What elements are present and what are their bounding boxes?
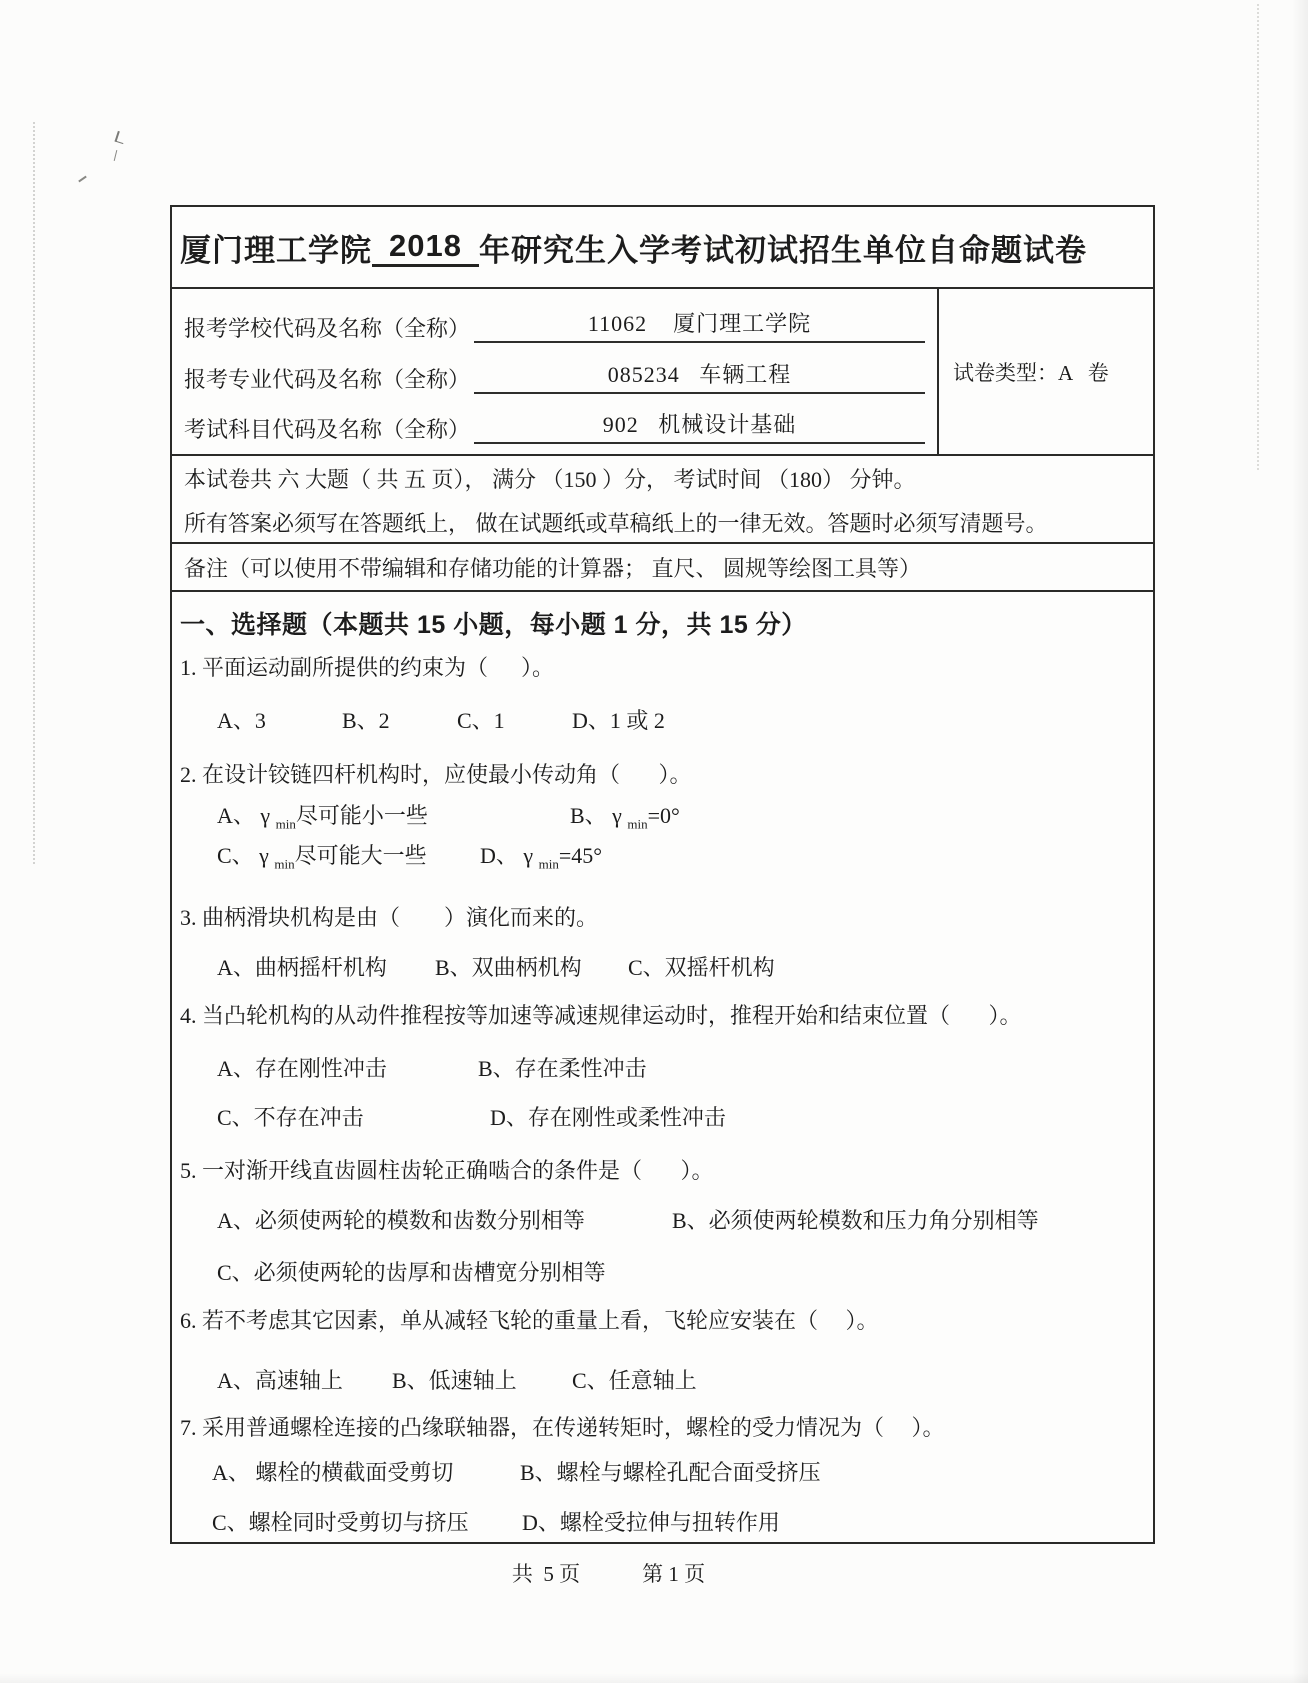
scan-edge-shade: [0, 1673, 1308, 1683]
question-1-text: 1. 平面运动副所提供的约束为（ ）。: [180, 655, 555, 680]
option: C、1: [457, 708, 505, 733]
option: A、3: [217, 708, 266, 733]
option: B、 γ $_{min}$=0°: [570, 803, 680, 832]
question-6-options: [180, 1364, 1145, 1396]
option: A、必须使两轮的模数和齿数分别相等: [217, 1208, 585, 1233]
option: B、双曲柄机构: [435, 955, 582, 980]
school-code-value: 11062 厦门理工学院: [474, 307, 925, 343]
question-body: [172, 592, 1153, 1542]
paper-title-suffix: 年研究生入学考试初试招生单位自命题试卷: [478, 232, 1087, 268]
footer-total-pages: 共 5 页: [511, 1562, 581, 1586]
question-3-options: [180, 951, 1145, 983]
exam-notice-section: [172, 456, 1153, 544]
scan-artifact-right-dotted-line: [1257, 4, 1259, 470]
question-5-options-row1: [180, 1204, 1145, 1236]
notice-line-answersheet: 所有答案必须写在答题纸上， 做在试题纸或草稿纸上的一律无效。答题时必须写清题号。: [184, 510, 1048, 536]
question-2-options-row1: [180, 799, 1145, 831]
option: A、存在刚性冲击: [217, 1056, 387, 1081]
question-5-text: 5. 一对渐开线直齿圆柱齿轮正确啮合的条件是（ ）。: [180, 1158, 714, 1183]
info-row-major: [184, 350, 937, 396]
scan-artifact-left-dotted-line: [33, 122, 35, 864]
option: B、2: [342, 708, 390, 733]
question-3-text: 3. 曲柄滑块机构是由（ ）演化而来的。: [180, 905, 599, 930]
pencil-mark-artifact: [78, 176, 87, 183]
footer-current-page: 第 1 页: [642, 1562, 706, 1586]
option: C、不存在冲击: [217, 1105, 364, 1130]
option: D、 γ $_{min}$=45°: [480, 843, 603, 872]
paper-title-year-underlined: 2018: [372, 228, 479, 267]
option: A、曲柄摇杆机构: [217, 955, 387, 980]
option: A、高速轴上: [217, 1368, 343, 1393]
notice-line-structure: 本试卷共 六 大题（ 共 五 页）， 满分 （150 ）分， 考试时间 （180） 分钟。: [184, 466, 916, 492]
question-5-options-row2: [180, 1256, 1145, 1288]
option: C、螺栓同时受剪切与挤压: [212, 1510, 469, 1535]
option: A、 螺栓的横截面受剪切: [212, 1460, 454, 1485]
paper-type-label: 试卷类型：A 卷: [953, 360, 1109, 385]
question-2-text: 2. 在设计铰链四杆机构时，应使最小传动角（ ）。: [180, 762, 692, 787]
major-code-value: 085234 车辆工程: [474, 358, 925, 394]
option: C、双摇杆机构: [628, 955, 775, 980]
exam-paper-table: [170, 205, 1155, 1544]
pencil-mark-artifact: [114, 150, 118, 161]
remark-row: 备注（可以使用不带编辑和存储功能的计算器； 直尺、 圆规等绘图工具等）: [172, 544, 1153, 592]
question-4-options-row2: [180, 1101, 1145, 1133]
subject-code-label: 考试科目代码及名称（全称）: [184, 417, 471, 442]
option: C、任意轴上: [572, 1368, 697, 1393]
scan-edge-shade: [1292, 0, 1308, 1683]
paper-title-prefix: 厦门理工学院: [180, 232, 373, 268]
option: C、 γ $_{min}$尽可能大一些: [217, 843, 427, 872]
question-4-options-row1: [180, 1052, 1145, 1084]
option: B、必须使两轮模数和压力角分别相等: [672, 1208, 1039, 1233]
info-row-subject: [184, 400, 937, 446]
page-footer: [170, 1558, 1151, 1588]
info-section: [172, 289, 1153, 456]
paper-type-cell: [939, 289, 1153, 454]
option: D、螺栓受拉伸与扭转作用: [522, 1510, 780, 1535]
school-code-label: 报考学校代码及名称（全称）: [184, 316, 471, 341]
option: B、存在柔性冲击: [478, 1056, 647, 1081]
section1-heading: 一、选择题（本题共 15 小题，每小题 1 分，共 15 分）: [180, 611, 807, 639]
info-fields-cell: [172, 289, 939, 454]
question-7-options-row1: [180, 1456, 1145, 1488]
option: D、存在刚性或柔性冲击: [490, 1105, 726, 1130]
question-7-text: 7. 采用普通螺栓连接的凸缘联轴器，在传递转矩时，螺栓的受力情况为（ ）。: [180, 1415, 945, 1440]
paper-title: [172, 207, 1153, 289]
question-6-text: 6. 若不考虑其它因素，单从减轻飞轮的重量上看，飞轮应安装在（ ）。: [180, 1308, 879, 1333]
info-row-school: [184, 299, 937, 345]
question-7-options-row2: [180, 1506, 1145, 1538]
question-4-text: 4. 当凸轮机构的从动件推程按等加速等减速规律运动时，推程开始和结束位置（ ）。: [180, 1003, 1022, 1028]
option: A、 γ $_{min}$尽可能小一些: [217, 803, 428, 832]
pencil-mark-artifact: [115, 131, 127, 144]
subject-code-value: 902 机械设计基础: [474, 408, 925, 444]
question-1-options: [180, 704, 1145, 736]
option: C、必须使两轮的齿厚和齿槽宽分别相等: [217, 1260, 606, 1285]
option: D、1 或 2: [572, 708, 665, 733]
option: B、螺栓与螺栓孔配合面受挤压: [520, 1460, 821, 1485]
question-2-options-row2: [180, 839, 1145, 871]
major-code-label: 报考专业代码及名称（全称）: [184, 366, 471, 392]
option: B、低速轴上: [392, 1368, 517, 1393]
